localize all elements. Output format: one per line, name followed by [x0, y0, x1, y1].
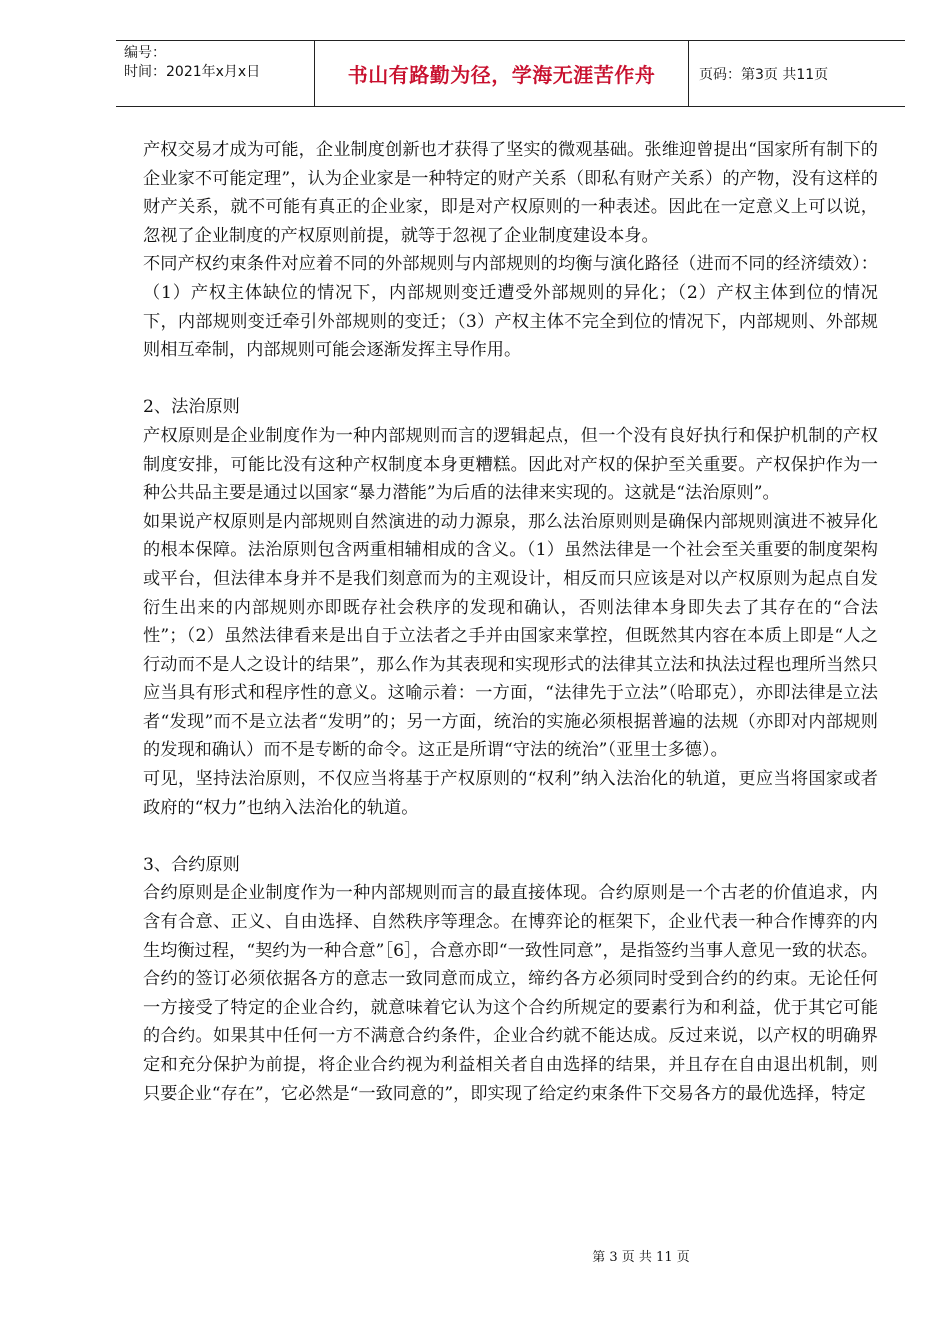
paragraph-2: 不同产权约束条件对应着不同的外部规则与内部规则的均衡与演化路径（进而不同的经济绩效）：（1）产权主体缺位的情况下，内部规则变迁遭受外部规则的异化；（2）产权主体到位的情况下，内部规则变迁牵引外部规则的变迁；（3）产权主体不完全到位的情况下，内部规则、外部规则相互牵制，内部规则可能会逐渐发挥主导作用。 — [143, 254, 878, 361]
header-meta — [116, 41, 315, 106]
paragraph-4: 如果说产权原则是内部规则自然演进的动力源泉，那么法治原则则是确保内部规则演进不被异化的根本保障。法治原则包含两重相辅相成的含义。（1）虽然法律是一个社会至关重要的制度架构或平台，但法律本身并不是我们刻意而为的主观设计，相反而只应该是对以产权原则为起点自发衍生出来的内部规则亦即既存社会秩序的发现和确认，否则法律本身即失去了其存在的“合法性”；（2）虽然法律看来是出自于立法者之手并由国家来掌控，但既然其内容在本质上即是“人之行动而不是人之设计的结果”，那么作为其表现和实现形式的法律其立法和执法过程也理所当然只应当具有形式和程序性的意义。这喻示着：一方面，“法律先于立法”（哈耶克），亦即法律是立法者“发现”而不是立法者“发明”的；另一方面，统治的实施必须根据普遍的法规（亦即对内部规则的发现和确认）而不是专断的命令。这正是所谓“守法的统治”（亚里士多德）。 — [143, 511, 878, 761]
header-motto: 书山有路勤为径，学海无涯苦作舟 — [315, 41, 689, 106]
header-number-label: 编号： — [124, 45, 166, 61]
footer-page-number: 第 3 页 共 11 页 — [592, 1250, 690, 1265]
section-heading-2: 2、法治原则 — [143, 397, 240, 418]
paragraph-1: 产权交易才成为可能，企业制度创新也才获得了坚实的微观基础。张维迎曾提出“国家所有制下的企业家不可能定理”，认为企业家是一种特定的财产关系（即私有财产关系）的产物，没有这样的财产关系，就不可能有真正的企业家，即是对产权原则的一种表述。因此在一定意义上可以说，忽视了企业制度的产权原则前提，就等于忽视了企业制度建设本身。 — [143, 140, 878, 246]
header-page-info: 页码：第3页 共11页 — [699, 66, 829, 83]
paragraph-5: 可见，坚持法治原则，不仅应当将基于产权原则的“权利”纳入法治化的轨道，更应当将国家或者政府的“权力”也纳入法治化的轨道。 — [143, 769, 878, 818]
section-heading-3: 3、合约原则 — [143, 854, 240, 875]
header-time-label: 时间：2021年x月x日 — [124, 64, 261, 80]
page-header — [116, 40, 905, 107]
paragraph-6: 合约原则是企业制度作为一种内部规则而言的最直接体现。合约原则是一个古老的价值追求，内含有合意、正义、自由选择、自然秩序等理念。在博弈论的框架下，企业代表一种合作博弈的内生均衡过程，“契约为一种合意”［6］，合意亦即“一致性同意”，是指签约当事人意见一致的状态。合约的签订必须依据各方的意志一致同意而成立，缔约各方必须同时受到合约的约束。无论任何一方接受了特定的企业合约，就意味着它认为这个合约所规定的要素行为和利益，优于其它可能的合约。如果其中任何一方不满意合约条件，企业合约就不能达成。反过来说，以产权的明确界定和充分保护为前提，将企业合约视为利益相关者自由选择的结果，并且存在自由退出机制，则只要企业“存在”，它必然是“一致同意的”，即实现了给定约束条件下交易各方的最优选择，特定 — [143, 883, 878, 1104]
document-body — [143, 136, 878, 1108]
section-gap — [143, 365, 878, 394]
page-footer — [0, 1246, 950, 1265]
section-gap — [143, 822, 878, 851]
paragraph-3: 产权原则是企业制度作为一种内部规则而言的逻辑起点，但一个没有良好执行和保护机制的产权制度安排，可能比没有这种产权制度本身更糟糕。因此对产权的保护至关重要。产权保护作为一种公共品主要是通过以国家“暴力潜能”为后盾的法律来实现的。这就是“法治原则”。 — [143, 425, 878, 504]
